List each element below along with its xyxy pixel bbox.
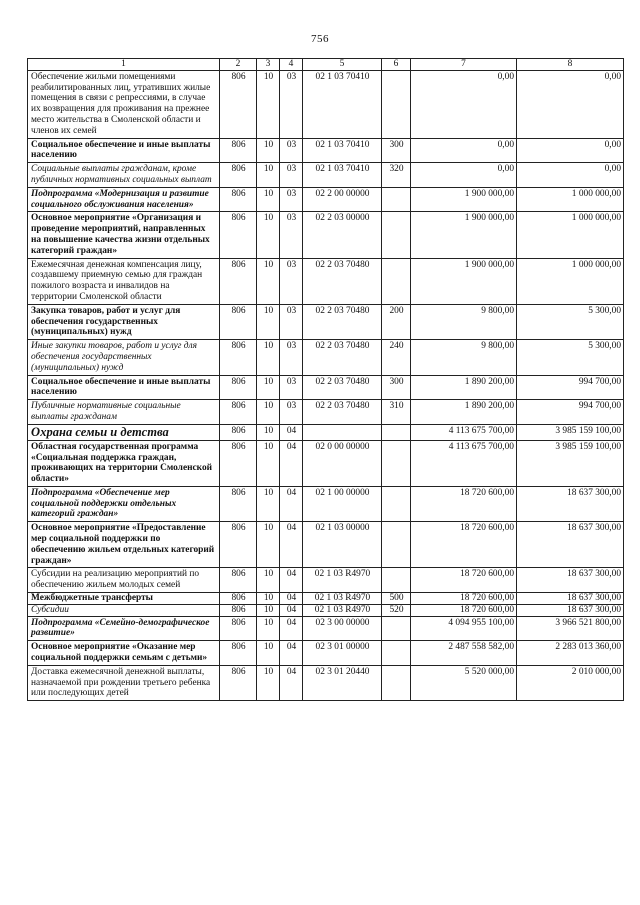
amount-year-1: 18 720 600,00: [411, 486, 517, 521]
item-name: Ежемесячная денежная компенсация лицу, создавшему приемную семью для граждан пожилого возраста и инвалидов на территории Смоленской области: [28, 258, 220, 304]
table-row: [28, 522, 624, 568]
table-row: [28, 593, 624, 605]
expense-type-code: [382, 258, 411, 304]
table-row: [28, 163, 624, 188]
item-name: Социальное обеспечение и иные выплаты населению: [28, 375, 220, 400]
item-name: Закупка товаров, работ и услуг для обеспечения государственных (муниципальных) нужд: [28, 304, 220, 339]
section-code: 10: [257, 212, 280, 258]
column-header-1: 1: [28, 59, 220, 71]
target-article-code: 02 3 01 20440: [303, 665, 382, 700]
item-name: Основное мероприятие «Оказание мер социальной поддержки семьям с детьми»: [28, 641, 220, 666]
ministry-code: 806: [220, 375, 257, 400]
ministry-code: 806: [220, 163, 257, 188]
subsection-code: 04: [280, 568, 303, 593]
subsection-code: 04: [280, 593, 303, 605]
target-article-code: 02 1 03 00000: [303, 522, 382, 568]
item-name: Иные закупки товаров, работ и услуг для обеспечения государственных (муниципальных) нужд: [28, 340, 220, 375]
target-article-code: 02 1 03 R4970: [303, 593, 382, 605]
expense-type-code: 310: [382, 400, 411, 425]
item-name: Подпрограмма «Модернизация и развитие социального обслуживания населения»: [28, 187, 220, 212]
item-name: Социальные выплаты гражданам, кроме публичных нормативных социальных выплат: [28, 163, 220, 188]
target-article-code: 02 1 03 R4970: [303, 568, 382, 593]
ministry-code: 806: [220, 340, 257, 375]
table-row: [28, 641, 624, 666]
expense-type-code: [382, 424, 411, 440]
section-code: 10: [257, 593, 280, 605]
amount-year-1: 1 900 000,00: [411, 258, 517, 304]
amount-year-2: 0,00: [517, 70, 624, 138]
amount-year-1: 4 113 675 700,00: [411, 440, 517, 486]
ministry-code: 806: [220, 187, 257, 212]
table-row: [28, 568, 624, 593]
expense-type-code: 240: [382, 340, 411, 375]
target-article-code: 02 2 03 70480: [303, 400, 382, 425]
ministry-code: 806: [220, 138, 257, 163]
ministry-code: 806: [220, 440, 257, 486]
expense-type-code: [382, 568, 411, 593]
section-code: 10: [257, 187, 280, 212]
subsection-code: 03: [280, 212, 303, 258]
amount-year-1: 5 520 000,00: [411, 665, 517, 700]
table-row: [28, 604, 624, 616]
section-code: 10: [257, 400, 280, 425]
amount-year-2: 1 000 000,00: [517, 187, 624, 212]
expense-type-code: [382, 641, 411, 666]
ministry-code: 806: [220, 568, 257, 593]
target-article-code: 02 1 03 70410: [303, 163, 382, 188]
column-header-7: 7: [411, 59, 517, 71]
subsection-code: 04: [280, 424, 303, 440]
target-article-code: 02 2 03 70480: [303, 340, 382, 375]
ministry-code: 806: [220, 424, 257, 440]
amount-year-1: 0,00: [411, 163, 517, 188]
amount-year-2: 5 300,00: [517, 340, 624, 375]
amount-year-1: 1 890 200,00: [411, 400, 517, 425]
amount-year-2: 3 985 159 100,00: [517, 424, 624, 440]
expense-type-code: [382, 187, 411, 212]
amount-year-2: 994 700,00: [517, 375, 624, 400]
section-code: 10: [257, 258, 280, 304]
item-name: Публичные нормативные социальные выплаты гражданам: [28, 400, 220, 425]
amount-year-2: 18 637 300,00: [517, 522, 624, 568]
amount-year-1: 18 720 600,00: [411, 593, 517, 605]
amount-year-1: 9 800,00: [411, 340, 517, 375]
target-article-code: 02 3 01 00000: [303, 641, 382, 666]
item-name: Подпрограмма «Обеспечение мер социальной поддержки отдельных категорий граждан»: [28, 486, 220, 521]
subsection-code: 04: [280, 522, 303, 568]
section-code: 10: [257, 486, 280, 521]
column-header-5: 5: [303, 59, 382, 71]
expense-type-code: [382, 70, 411, 138]
amount-year-2: 994 700,00: [517, 400, 624, 425]
item-name: Социальное обеспечение и иные выплаты населению: [28, 138, 220, 163]
expense-type-code: 520: [382, 604, 411, 616]
subsection-code: 04: [280, 440, 303, 486]
subsection-code: 03: [280, 138, 303, 163]
amount-year-2: 1 000 000,00: [517, 258, 624, 304]
amount-year-1: 1 900 000,00: [411, 187, 517, 212]
table-row: [28, 304, 624, 339]
amount-year-1: 1 900 000,00: [411, 212, 517, 258]
amount-year-1: 9 800,00: [411, 304, 517, 339]
expense-type-code: [382, 440, 411, 486]
target-article-code: 02 2 03 70480: [303, 258, 382, 304]
subsection-code: 03: [280, 258, 303, 304]
table-row: [28, 70, 624, 138]
amount-year-1: 1 890 200,00: [411, 375, 517, 400]
amount-year-2: 18 637 300,00: [517, 593, 624, 605]
target-article-code: 02 1 03 R4970: [303, 604, 382, 616]
ministry-code: 806: [220, 486, 257, 521]
budget-table: [27, 58, 624, 701]
section-code: 10: [257, 375, 280, 400]
table-row: [28, 258, 624, 304]
target-article-code: 02 3 00 00000: [303, 616, 382, 641]
item-name: Основное мероприятие «Предоставление мер социальной поддержки по обеспечению жильем отдельных категорий граждан»: [28, 522, 220, 568]
expense-type-code: 320: [382, 163, 411, 188]
amount-year-1: 4 094 955 100,00: [411, 616, 517, 641]
section-code: 10: [257, 522, 280, 568]
subsection-code: 04: [280, 665, 303, 700]
amount-year-2: 0,00: [517, 138, 624, 163]
section-code: 10: [257, 641, 280, 666]
table-row: [28, 212, 624, 258]
item-name: Межбюджетные трансферты: [28, 593, 220, 605]
expense-type-code: [382, 486, 411, 521]
target-article-code: 02 2 03 70480: [303, 375, 382, 400]
subsection-code: 04: [280, 486, 303, 521]
column-header-3: 3: [257, 59, 280, 71]
table-row: [28, 486, 624, 521]
subsection-code: 03: [280, 400, 303, 425]
subsection-code: 03: [280, 163, 303, 188]
amount-year-2: 1 000 000,00: [517, 212, 624, 258]
section-code: 10: [257, 340, 280, 375]
ministry-code: 806: [220, 522, 257, 568]
section-code: 10: [257, 665, 280, 700]
section-code: 10: [257, 424, 280, 440]
section-code: 10: [257, 304, 280, 339]
amount-year-2: 5 300,00: [517, 304, 624, 339]
amount-year-1: 2 487 558 582,00: [411, 641, 517, 666]
amount-year-2: 3 966 521 800,00: [517, 616, 624, 641]
table-row: [28, 400, 624, 425]
item-name: Обеспечение жильми помещениями реабилитированных лиц, утративших жилые помещения в связи с репрессиями, в случае их возвращения для проживания на прежнее место жительства в Смоленской области и членов их семей: [28, 70, 220, 138]
expense-type-code: 300: [382, 138, 411, 163]
page-number: 756: [311, 33, 329, 45]
amount-year-1: 4 113 675 700,00: [411, 424, 517, 440]
target-article-code: 02 1 00 00000: [303, 486, 382, 521]
item-name: Подпрограмма «Семейно-демографическое развитие»: [28, 616, 220, 641]
expense-type-code: [382, 616, 411, 641]
expense-type-code: 500: [382, 593, 411, 605]
section-code: 10: [257, 604, 280, 616]
section-code: 10: [257, 138, 280, 163]
target-article-code: 02 1 03 70410: [303, 138, 382, 163]
ministry-code: 806: [220, 641, 257, 666]
subsection-code: 04: [280, 616, 303, 641]
section-code: 10: [257, 568, 280, 593]
ministry-code: 806: [220, 616, 257, 641]
subsection-code: 03: [280, 375, 303, 400]
amount-year-2: 18 637 300,00: [517, 604, 624, 616]
table-row: [28, 440, 624, 486]
amount-year-1: 0,00: [411, 138, 517, 163]
column-header-2: 2: [220, 59, 257, 71]
amount-year-2: 18 637 300,00: [517, 486, 624, 521]
section-code: 10: [257, 70, 280, 138]
table-row: [28, 138, 624, 163]
amount-year-1: 0,00: [411, 70, 517, 138]
amount-year-2: 2 283 013 360,00: [517, 641, 624, 666]
expense-type-code: [382, 212, 411, 258]
item-name: Областная государственная программа «Социальная поддержка граждан, проживающих на территории Смоленской области»: [28, 440, 220, 486]
header-row: [28, 59, 624, 71]
subsection-code: 03: [280, 70, 303, 138]
section-code: 10: [257, 163, 280, 188]
table-row: [28, 424, 624, 440]
table-row: [28, 187, 624, 212]
ministry-code: 806: [220, 604, 257, 616]
expense-type-code: 200: [382, 304, 411, 339]
expense-type-code: [382, 522, 411, 568]
amount-year-1: 18 720 600,00: [411, 522, 517, 568]
ministry-code: 806: [220, 258, 257, 304]
target-article-code: 02 1 03 70410: [303, 70, 382, 138]
ministry-code: 806: [220, 70, 257, 138]
table-row: [28, 340, 624, 375]
subsection-code: 03: [280, 304, 303, 339]
target-article-code: [303, 424, 382, 440]
amount-year-2: 3 985 159 100,00: [517, 440, 624, 486]
section-code: 10: [257, 616, 280, 641]
section-code: 10: [257, 440, 280, 486]
ministry-code: 806: [220, 304, 257, 339]
column-header-6: 6: [382, 59, 411, 71]
subsection-code: 03: [280, 187, 303, 212]
target-article-code: 02 0 00 00000: [303, 440, 382, 486]
column-header-8: 8: [517, 59, 624, 71]
table-row: [28, 665, 624, 700]
item-name: Субсидии на реализацию мероприятий по обеспечению жильем молодых семей: [28, 568, 220, 593]
subsection-code: 04: [280, 641, 303, 666]
expense-type-code: 300: [382, 375, 411, 400]
column-header-4: 4: [280, 59, 303, 71]
subsection-code: 03: [280, 340, 303, 375]
ministry-code: 806: [220, 665, 257, 700]
amount-year-1: 18 720 600,00: [411, 604, 517, 616]
table-row: [28, 375, 624, 400]
target-article-code: 02 2 03 00000: [303, 212, 382, 258]
table-row: [28, 616, 624, 641]
ministry-code: 806: [220, 593, 257, 605]
target-article-code: 02 2 00 00000: [303, 187, 382, 212]
ministry-code: 806: [220, 400, 257, 425]
item-name: Основное мероприятие «Организация и проведение мероприятий, направленных на повышение качества жизни отдельных категорий граждан»: [28, 212, 220, 258]
ministry-code: 806: [220, 212, 257, 258]
item-name: Доставка ежемесячной денежной выплаты, назначаемой при рождении третьего ребенка или последующих детей: [28, 665, 220, 700]
expense-type-code: [382, 665, 411, 700]
amount-year-2: 2 010 000,00: [517, 665, 624, 700]
item-name: Субсидии: [28, 604, 220, 616]
target-article-code: 02 2 03 70480: [303, 304, 382, 339]
amount-year-1: 18 720 600,00: [411, 568, 517, 593]
subsection-code: 04: [280, 604, 303, 616]
item-name: Охрана семьи и детства: [28, 424, 220, 440]
amount-year-2: 0,00: [517, 163, 624, 188]
amount-year-2: 18 637 300,00: [517, 568, 624, 593]
